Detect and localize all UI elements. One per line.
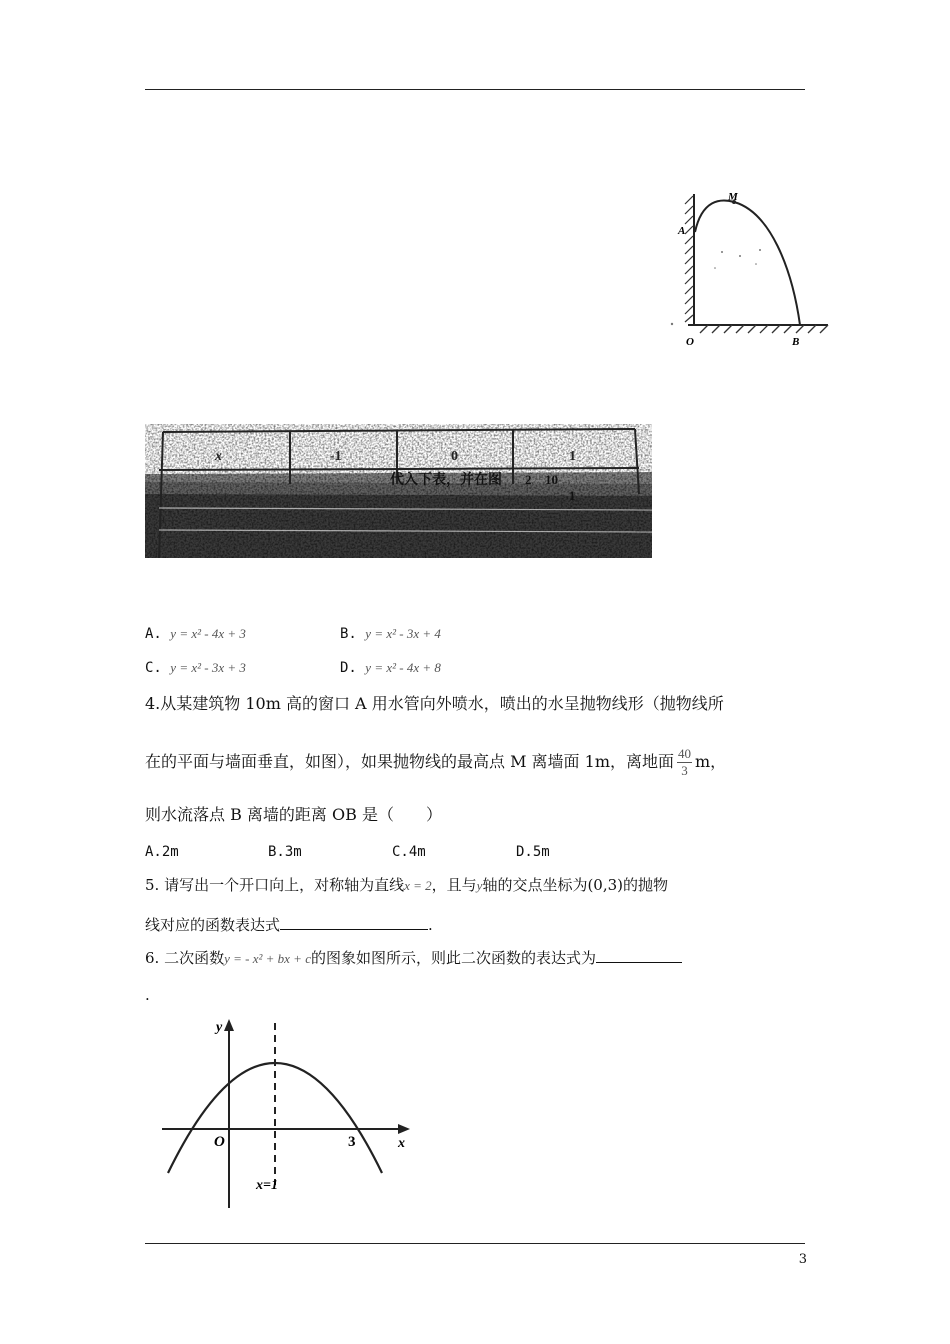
q4-option-b[interactable]: B.3m — [268, 844, 302, 860]
q4-line3: 则水流落点 B 离墙的距离 OB 是（ ） — [145, 805, 442, 824]
q5-line2 — [145, 913, 433, 936]
q4-frac-num: 40 — [678, 746, 691, 761]
q3-option-b[interactable] — [340, 624, 441, 644]
q3-option-d-expr: y = x² - 4x + 8 — [365, 660, 441, 675]
ground-hatch — [688, 325, 828, 333]
scan-dots — [671, 249, 761, 325]
label-a: A — [678, 225, 686, 237]
table-val-1: 1 — [569, 449, 576, 464]
q6-post: 的图象如图所示，则此二次函数的表达式为 — [310, 949, 596, 967]
q5-answer-blank[interactable] — [280, 913, 428, 930]
label-b: B — [792, 336, 800, 348]
label-x: x — [398, 1136, 405, 1151]
q3-option-c-expr: y = x² - 3x + 3 — [170, 660, 246, 675]
label-origin: O — [214, 1134, 225, 1150]
q3-option-d[interactable] — [340, 658, 441, 678]
q3-option-b-expr: y = x² - 3x + 4 — [365, 626, 441, 641]
label-y: y — [216, 1020, 223, 1035]
q4-option-c[interactable]: C.4m — [392, 844, 426, 860]
parabola-graph — [158, 1013, 418, 1213]
q5-mid: ，且与 — [431, 876, 477, 894]
y-axis-arrow — [224, 1019, 234, 1031]
table-row2-num-b: 10 — [545, 472, 558, 487]
fountain-figure — [660, 188, 835, 350]
q3-option-a-expr: y = x² - 4x + 3 — [170, 626, 246, 641]
q4-line2 — [145, 744, 726, 780]
q4-line2-post: m， — [695, 752, 727, 771]
label-o: O — [686, 336, 694, 348]
q5-var-y: y — [476, 878, 483, 893]
q6-pre: 6. 二次函数 — [145, 949, 225, 967]
footer-rule — [145, 1243, 805, 1244]
table-val-0: 0 — [451, 449, 458, 464]
header-rule — [145, 89, 805, 90]
q5-line1 — [145, 874, 668, 897]
q5-end: . — [428, 916, 433, 934]
table-row2-num-c: 1 — [569, 488, 576, 503]
q5-pre: 5. 请写出一个开口向上，对称轴为直线 — [145, 876, 405, 894]
q4-fraction — [677, 746, 692, 779]
q4-option-d[interactable]: D.5m — [516, 844, 550, 860]
scanned-table-image — [145, 424, 652, 558]
x-axis-arrow — [398, 1124, 410, 1134]
q3-option-c-letter: C. — [145, 660, 162, 676]
q6-answer-blank[interactable] — [596, 946, 682, 963]
table-x-label: x — [215, 449, 222, 464]
table-row2-text: 代入下表，并在图 — [390, 472, 502, 488]
q5-line2-text: 线对应的函数表达式 — [145, 916, 281, 934]
wall-hatch — [684, 194, 694, 324]
q4-option-a[interactable]: A.2m — [145, 844, 179, 860]
q6-expr: y = - x² + bx + c — [224, 951, 311, 966]
q3-option-c[interactable] — [145, 658, 246, 678]
q3-option-d-letter: D. — [340, 660, 357, 676]
q3-option-b-letter: B. — [340, 626, 357, 642]
q3-option-a[interactable] — [145, 624, 246, 644]
table-val-neg1: -1 — [330, 449, 342, 464]
page-number: 3 — [798, 1252, 807, 1267]
q6-end: . — [145, 986, 150, 1004]
q5-post: 轴的交点坐标为(0,3)的抛物 — [482, 876, 668, 894]
q4-line1: 4.从某建筑物 10m 高的窗口 A 用水管向外喷水，喷出的水呈抛物线形（抛物线所 — [145, 694, 724, 713]
label-m: M — [728, 191, 738, 203]
label-three: 3 — [348, 1134, 356, 1150]
q6-line1 — [145, 946, 682, 970]
water-parabola — [695, 200, 800, 325]
q4-frac-den: 3 — [681, 763, 688, 778]
label-x-eq-1: x=1 — [256, 1178, 278, 1193]
q3-option-a-letter: A. — [145, 626, 162, 642]
q4-line2-pre: 在的平面与墙面垂直，如图），如果抛物线的最高点 M 离墙面 1m，离地面 — [145, 752, 674, 771]
table-row2-num-a: 2 — [525, 472, 532, 487]
q5-axis-eq: x = 2 — [404, 878, 432, 893]
